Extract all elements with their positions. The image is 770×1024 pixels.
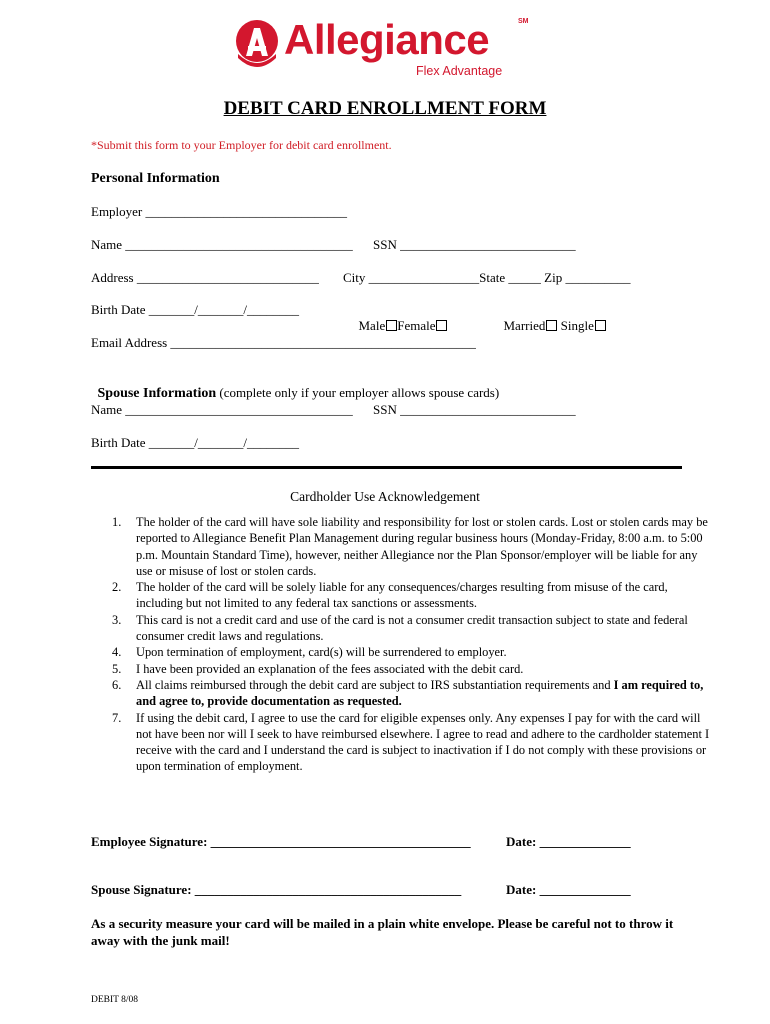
form-title: DEBIT CARD ENROLLMENT FORM bbox=[223, 98, 547, 119]
list-item bbox=[112, 612, 716, 645]
item-number: 2. bbox=[112, 580, 122, 595]
male-checkbox[interactable] bbox=[386, 320, 397, 331]
item-number: 5. bbox=[112, 661, 122, 676]
logo-tagline: Flex Advantage bbox=[416, 64, 503, 78]
married-checkbox[interactable] bbox=[546, 320, 557, 331]
list-item bbox=[112, 579, 716, 612]
male-label: Male bbox=[358, 318, 386, 333]
spouse-date-field[interactable]: Date: ______________ bbox=[506, 882, 631, 897]
married-label: Married bbox=[503, 318, 546, 333]
marital-options bbox=[497, 302, 606, 334]
city-state-zip-field[interactable]: City _________________State _____ Zip __________ bbox=[343, 270, 631, 285]
list-item bbox=[112, 514, 716, 579]
item-text: The holder of the card will have sole liability and responsibility for lost or stolen cards. Lost or stolen cards may be reported to Allegiance Benefit Plan Management during regular business hours (Monday-Friday, 8:00 a.m. to 5:00 p.m. Mountain Standard Time), however, neither Allegiance nor the Plan Sponsor/employer will be liable for any use or misuse of lost or stolen cards. bbox=[136, 515, 708, 578]
section-divider bbox=[91, 466, 682, 469]
item-text: All claims reimbursed through the debit card are subject to IRS substantiation requirements and bbox=[136, 677, 614, 692]
item-number: 4. bbox=[112, 645, 122, 660]
ssn-field[interactable]: SSN ___________________________ bbox=[373, 237, 576, 252]
security-notice: As a security measure your card will be mailed in a plain white envelope. Please be careful not to throw it away with the junk mail! bbox=[91, 916, 674, 948]
logo-trademark: SM bbox=[518, 18, 529, 25]
item-text: Upon termination of employment, card(s) will be surrendered to employer. bbox=[136, 645, 507, 660]
list-item bbox=[112, 661, 716, 677]
email-field[interactable]: Email Address _______________________________________________ bbox=[91, 335, 476, 350]
list-item bbox=[112, 644, 716, 660]
personal-info-heading: Personal Information bbox=[91, 171, 220, 186]
name-field[interactable]: Name ___________________________________ bbox=[91, 237, 353, 252]
item-bold-text: I am required to, and agree to, provide documentation as requested. bbox=[136, 677, 704, 709]
item-number: 6. bbox=[112, 677, 122, 692]
birth-date-field[interactable]: Birth Date _______/_______/________ bbox=[91, 302, 299, 317]
employer-field[interactable]: Employer _______________________________ bbox=[91, 204, 348, 219]
address-field[interactable]: Address ____________________________ bbox=[91, 270, 319, 285]
item-text: I have been provided an explanation of the fees associated with the debit card. bbox=[136, 661, 524, 676]
spouse-birth-date-field[interactable]: Birth Date _______/_______/________ bbox=[91, 435, 299, 450]
acknowledgement-list bbox=[91, 514, 716, 775]
allegiance-a-mark-icon bbox=[234, 18, 280, 70]
spouse-ssn-field[interactable]: SSN ___________________________ bbox=[373, 402, 576, 417]
item-text: The holder of the card will be solely liable for any consequences/charges resulting from misuse of the card, including but not limited to any federal tax sanctions or assessments. bbox=[136, 580, 668, 611]
item-text: If using the debit card, I agree to use the card for eligible expenses only. Any expenses I pay for with the card will not have been nor will I seek to have reimbursed elsewhere. I agree to read and adhere to the cardholder statement I receive with the card and I understand the card is subject to inactivation if I do not comply with these provisions or upon termination of employment. bbox=[136, 710, 710, 774]
employee-signature-field[interactable]: Employee Signature: ________________________________________ bbox=[91, 834, 471, 849]
spouse-heading-text: Spouse Information bbox=[97, 386, 217, 401]
form-version-footer: DEBIT 8/08 bbox=[91, 995, 139, 1005]
spouse-signature-field[interactable]: Spouse Signature: _________________________________________ bbox=[91, 882, 462, 897]
female-label: Female bbox=[397, 318, 436, 333]
submission-note: *Submit this form to your Employer for debit card enrollment. bbox=[91, 138, 392, 152]
gender-options bbox=[352, 302, 447, 334]
list-item bbox=[112, 677, 716, 710]
single-label: Single bbox=[560, 318, 594, 333]
spouse-heading-note: (complete only if your employer allows spouse cards) bbox=[216, 385, 500, 400]
logo-brand-name: Allegiance bbox=[284, 16, 490, 63]
list-item bbox=[112, 710, 716, 775]
female-checkbox[interactable] bbox=[436, 320, 447, 331]
item-number: 3. bbox=[112, 612, 122, 627]
spouse-name-field[interactable]: Name ___________________________________ bbox=[91, 402, 353, 417]
single-checkbox[interactable] bbox=[595, 320, 606, 331]
acknowledgement-heading: Cardholder Use Acknowledgement bbox=[290, 489, 480, 504]
item-text: This card is not a credit card and use of the card is not a consumer credit transaction subject to state and federal consumer credit laws and regulations. bbox=[136, 612, 688, 644]
employee-date-field[interactable]: Date: ______________ bbox=[506, 834, 631, 849]
item-number: 1. bbox=[112, 515, 122, 529]
spouse-info-heading bbox=[91, 369, 499, 402]
allegiance-logo bbox=[234, 14, 534, 82]
item-number: 7. bbox=[112, 710, 122, 725]
